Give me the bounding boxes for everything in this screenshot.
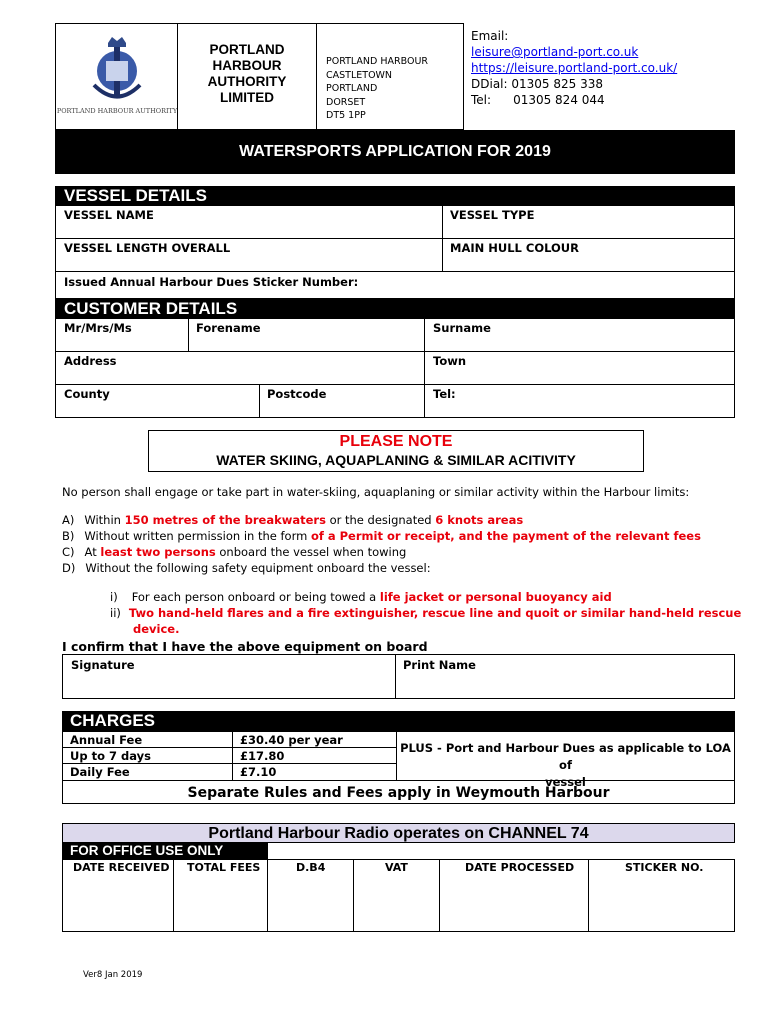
rule-d-ii-cont: device. — [133, 622, 180, 636]
sticker-number-field[interactable]: Issued Annual Harbour Dues Sticker Number: — [55, 271, 735, 299]
rule-c: C) At least two persons onboard the vessel when towing — [62, 545, 407, 559]
email-link[interactable]: leisure@portland-port.co.uk — [471, 45, 639, 59]
charges-heading: CHARGES — [62, 711, 735, 731]
office-sticker-no[interactable]: STICKER NO. — [588, 859, 735, 932]
svg-text:PORTLAND HARBOUR AUTHORITY: PORTLAND HARBOUR AUTHORITY — [56, 107, 178, 115]
rule-a: A) Within 150 metres of the breakwaters or the designated 6 knots areas — [62, 513, 524, 527]
charge-label-7days: Up to 7 days — [62, 747, 233, 764]
harbour-logo — [56, 33, 178, 123]
radio-channel-banner: Portland Harbour Radio operates on CHANNEL 74 — [62, 823, 735, 843]
charge-value-7days: £17.80 — [232, 747, 397, 764]
form-title: WATERSPORTS APPLICATION FOR 2019 — [55, 130, 735, 174]
note-intro: No person shall engage or take part in water-skiing, aquaplaning or similar activity within the Harbour limits: — [62, 485, 690, 499]
vessel-name-field[interactable]: VESSEL NAME — [55, 205, 443, 239]
weymouth-note: Separate Rules and Fees apply in Weymouth Harbour — [62, 780, 735, 804]
office-use-heading: FOR OFFICE USE ONLY — [62, 843, 268, 859]
rule-b: B) Without written permission in the form of a Permit or receipt, and the payment of the relevant fees — [62, 529, 701, 543]
postal-address: PORTLAND HARBOUR CASTLETOWN PORTLAND DORSET DT5 1PP — [326, 56, 428, 121]
office-db4[interactable]: D.B4 — [267, 859, 354, 932]
charge-value-daily: £7.10 — [232, 763, 397, 781]
surname-field[interactable]: Surname — [424, 318, 735, 352]
rule-d-ii: ii) Two hand-held flares and a fire extinguisher, rescue line and quoit or similar hand-held rescue — [110, 606, 742, 620]
forename-field[interactable]: Forename — [188, 318, 425, 352]
charge-label-annual: Annual Fee — [62, 731, 233, 748]
anchor-crest-icon — [56, 33, 178, 123]
office-vat[interactable]: VAT — [353, 859, 440, 932]
version-footer: Ver8 Jan 2019 — [83, 970, 143, 980]
vessel-length-field[interactable]: VESSEL LENGTH OVERALL — [55, 238, 443, 272]
office-date-processed[interactable]: DATE PROCESSED — [439, 859, 589, 932]
address-field[interactable]: Address — [55, 351, 425, 385]
website-link[interactable]: https://leisure.portland-port.co.uk/ — [471, 61, 678, 75]
town-field[interactable]: Town — [424, 351, 735, 385]
hull-colour-field[interactable]: MAIN HULL COLOUR — [442, 238, 735, 272]
office-date-received[interactable]: DATE RECEIVED — [62, 859, 174, 932]
contact-details: Email: leisure@portland-port.co.uk https://leisure.portland-port.co.uk/ DDial: 01305 825 338 Tel: 01305 824 044 — [471, 29, 678, 107]
org-name: PORTLAND HARBOUR AUTHORITY LIMITED — [207, 42, 287, 105]
rule-d: D) Without the following safety equipment onboard the vessel: — [62, 561, 431, 575]
charge-value-annual: £30.40 per year — [232, 731, 397, 748]
county-field[interactable]: County — [55, 384, 260, 418]
please-note-heading: PLEASE NOTE — [339, 433, 453, 450]
rule-d-i: i) For each person onboard or being towed a life jacket or personal buoyancy aid — [110, 590, 612, 604]
confirm-statement: I confirm that I have the above equipment on board — [62, 639, 428, 654]
vessel-details-heading: VESSEL DETAILS — [55, 186, 735, 205]
office-total-fees[interactable]: TOTAL FEES — [173, 859, 268, 932]
vessel-type-field[interactable]: VESSEL TYPE — [442, 205, 735, 239]
signature-field[interactable]: Signature — [62, 654, 396, 699]
print-name-field[interactable]: Print Name — [395, 654, 735, 699]
charge-label-daily: Daily Fee — [62, 763, 233, 781]
harbour-dues-note: PLUS - Port and Harbour Dues as applicable to LOA of vessel — [396, 731, 735, 781]
postcode-field[interactable]: Postcode — [259, 384, 425, 418]
please-note-box — [148, 430, 644, 472]
please-note-subheading: WATER SKIING, AQUAPLANING & SIMILAR ACITIVITY — [216, 452, 576, 468]
tel-field[interactable]: Tel: — [424, 384, 735, 418]
title-field[interactable]: Mr/Mrs/Ms — [55, 318, 189, 352]
customer-details-heading: CUSTOMER DETAILS — [55, 299, 735, 318]
